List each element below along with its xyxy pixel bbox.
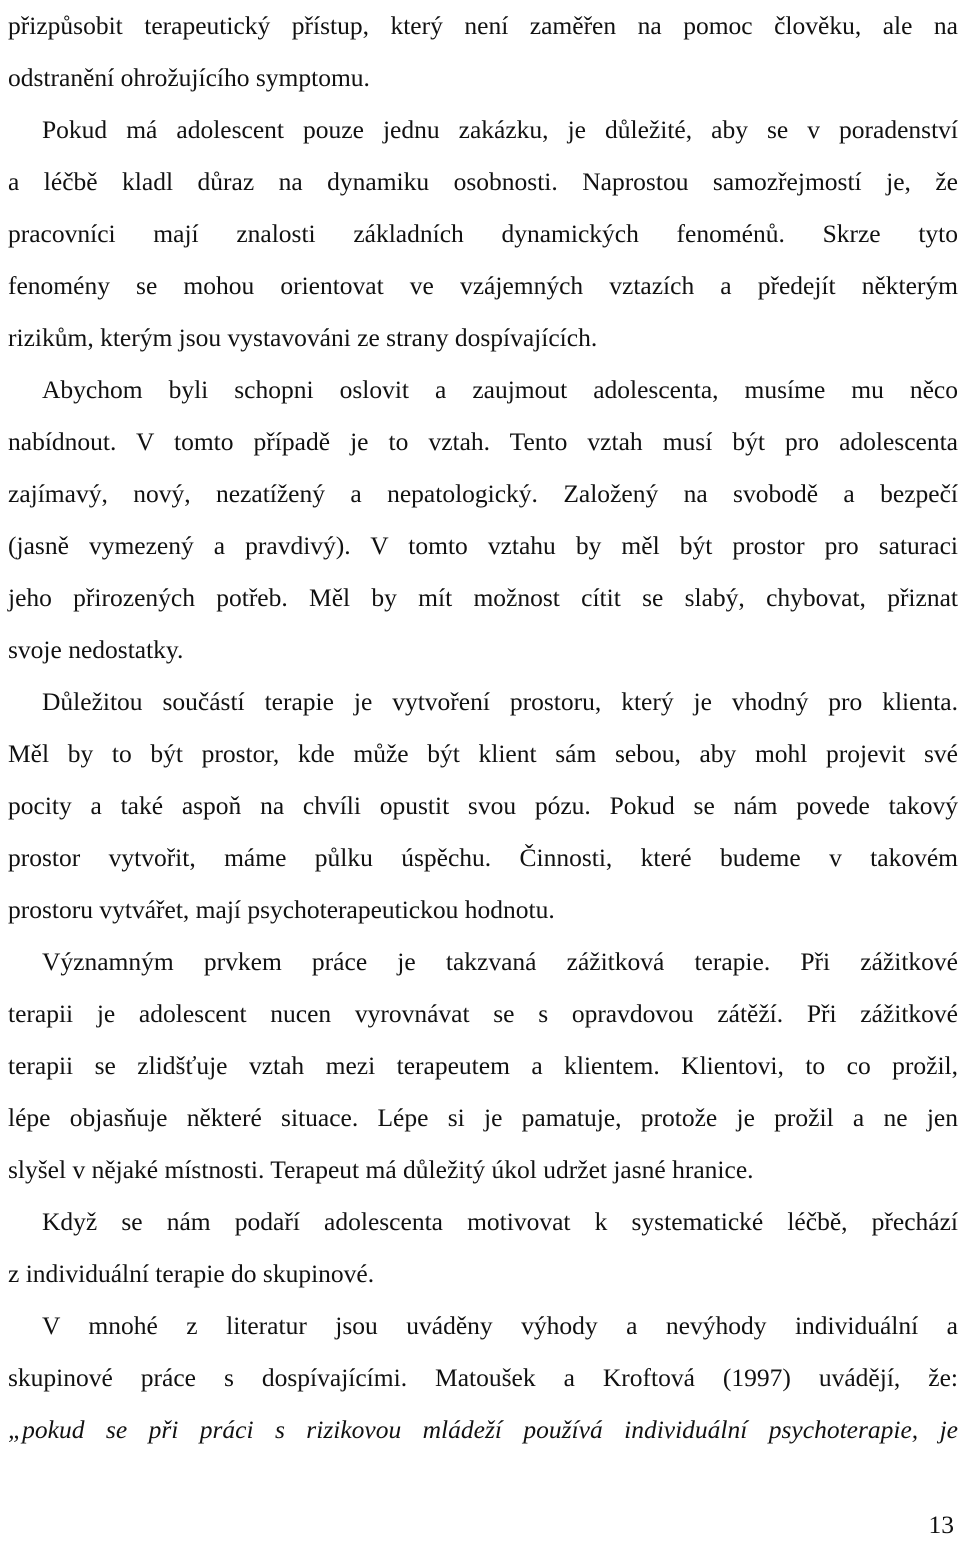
text-line: slyšel v nějaké místnosti. Terapeut má důležitý úkol udržet jasné hranice. bbox=[8, 1155, 754, 1184]
text-line: svoje nedostatky. bbox=[8, 635, 184, 664]
text-line: Abychom byli schopni oslovit a zaujmout adolescenta, musíme mu něco bbox=[42, 375, 958, 404]
text-line: lépe objasňuje některé situace. Lépe si je pamatuje, protože je prožil a ne jen bbox=[8, 1103, 958, 1132]
text-line: pracovníci mají znalosti základních dynamických fenoménů. Skrze tyto bbox=[8, 219, 958, 248]
page-number: 13 bbox=[928, 1510, 954, 1539]
text-line: Významným prvkem práce je takzvaná zážitková terapie. Při zážitkové bbox=[42, 947, 958, 976]
text-line: Měl by to být prostor, kde může být klient sám sebou, aby mohl projevit své bbox=[8, 739, 958, 768]
text-line: z individuální terapie do skupinové. bbox=[8, 1259, 375, 1288]
quote-text: „pokud se při práci s rizikovou mládeží používá individuální psychoterapie, je bbox=[8, 1415, 958, 1444]
text-line: terapii je adolescent nucen vyrovnávat se s opravdovou zátěží. Při zážitkové bbox=[8, 999, 958, 1028]
text-line: skupinové práce s dospívajícími. Matoušek a Kroftová (1997) uvádějí, že: bbox=[8, 1363, 958, 1392]
text-line: Důležitou součástí terapie je vytvoření prostoru, který je vhodný pro klienta. bbox=[42, 687, 958, 716]
text-line: terapii se zlidšťuje vztah mezi terapeutem a klientem. Klientovi, to co prožil, bbox=[8, 1051, 958, 1080]
text-line: pocity a také aspoň na chvíli opustit svou pózu. Pokud se nám povede takový bbox=[8, 791, 958, 820]
text-line: (jasně vymezený a pravdivý). V tomto vztahu by měl být prostor pro saturaci bbox=[8, 531, 958, 560]
text-line: zajímavý, nový, nezatížený a nepatologický. Založený na svobodě a bezpečí bbox=[8, 479, 958, 508]
text-line: prostor vytvořit, máme půlku úspěchu. Činnosti, které budeme v takovém bbox=[8, 843, 958, 872]
text-line: a léčbě kladl důraz na dynamiku osobnosti. Naprostou samozřejmostí je, že bbox=[8, 167, 958, 196]
text-line: prostoru vytvářet, mají psychoterapeutickou hodnotu. bbox=[8, 895, 555, 924]
text-line: V mnohé z literatur jsou uváděny výhody a nevýhody individuální a bbox=[42, 1311, 958, 1340]
text-line: Když se nám podaří adolescenta motivovat k systematické léčbě, přechází bbox=[42, 1207, 958, 1236]
text-line: odstranění ohrožujícího symptomu. bbox=[8, 63, 370, 92]
text-line: fenomény se mohou orientovat ve vzájemných vztazích a předejít některým bbox=[8, 271, 958, 300]
text-line: Pokud má adolescent pouze jednu zakázku, je důležité, aby se v poradenství bbox=[42, 115, 958, 144]
text-line: jeho přirozených potřeb. Měl by mít možnost cítit se slabý, chybovat, přiznat bbox=[8, 583, 958, 612]
text-line: nabídnout. V tomto případě je to vztah. Tento vztah musí být pro adolescenta bbox=[8, 427, 958, 456]
text-line: přizpůsobit terapeutický přístup, který není zaměřen na pomoc člověku, ale na bbox=[8, 11, 958, 40]
text-line: rizikům, kterým jsou vystavováni ze strany dospívajících. bbox=[8, 323, 598, 352]
quote-line bbox=[8, 1404, 958, 1456]
